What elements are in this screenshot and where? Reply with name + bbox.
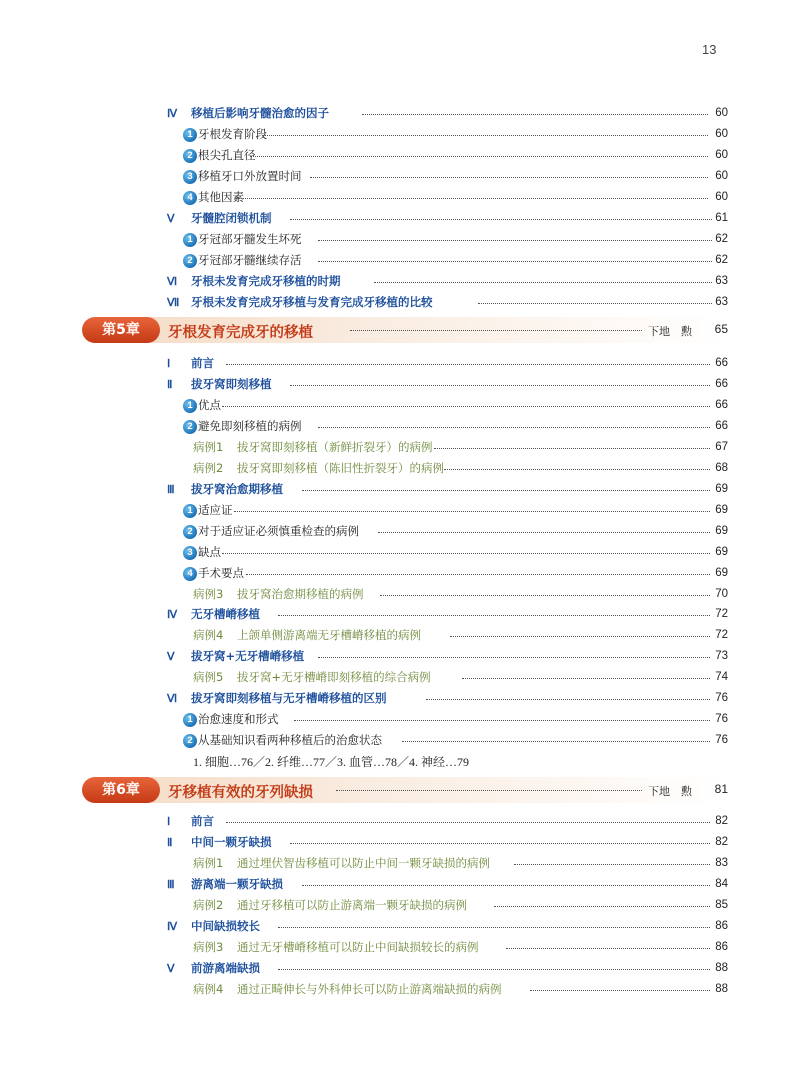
number-circle-icon: 3: [183, 170, 197, 184]
section-numeral: Ⅰ: [167, 357, 171, 370]
section-numeral: Ⅲ: [167, 483, 175, 496]
dot-leader: [278, 927, 710, 928]
section-numeral: Ⅳ: [167, 107, 178, 120]
page-ref: 72: [715, 629, 728, 641]
case-label: 病例2: [193, 461, 224, 475]
page-ref: 76: [715, 692, 728, 704]
toc-entry[interactable]: [0, 124, 790, 144]
subsection-title: [183, 418, 302, 434]
dot-leader: [378, 532, 710, 533]
page-ref: 60: [715, 149, 728, 161]
section-numeral: Ⅲ: [167, 878, 175, 891]
section-title: 牙髓腔闭锁机制: [191, 211, 272, 225]
number-circle-icon: 2: [183, 734, 197, 748]
page-ref: 63: [715, 296, 728, 308]
page-ref: 68: [715, 462, 728, 474]
case-text: 拔牙窝治愈期移植的病例: [237, 587, 364, 601]
toc-entry[interactable]: [0, 500, 790, 520]
number-circle-icon: 4: [183, 567, 197, 581]
subsection-title: [183, 126, 267, 142]
section-title: 无牙槽嵴移植: [191, 607, 260, 621]
subsection-text: 手术要点: [198, 566, 244, 580]
toc-entry[interactable]: [0, 895, 790, 915]
case-title: [193, 627, 421, 643]
dot-leader: [318, 261, 712, 262]
section-title: 牙根未发育完成牙移植的时期: [191, 274, 341, 288]
subsection-title: [183, 168, 302, 184]
dot-leader: [310, 177, 708, 178]
page-ref: 69: [715, 525, 728, 537]
dot-leader: [318, 427, 710, 428]
toc-entry[interactable]: [0, 250, 790, 270]
dot-leader: [234, 511, 710, 512]
case-text: 通过无牙槽嵴移植可以防止中间缺损较长的病例: [237, 940, 479, 954]
chapter-title: 牙根发育完成牙的移植: [168, 325, 313, 341]
page-ref: 88: [715, 983, 728, 995]
toc-entry[interactable]: [0, 979, 790, 999]
chapter-page-ref: 81: [714, 782, 728, 796]
number-circle-icon: 2: [183, 525, 197, 539]
case-text: 拔牙窝即刻移植（新鲜折裂牙）的病例: [237, 440, 433, 454]
section-title: 中间一颗牙缺损: [191, 835, 272, 849]
page-ref: 61: [715, 212, 728, 224]
case-label: 病例4: [193, 982, 224, 996]
dot-leader: [444, 469, 710, 470]
number-circle-icon: 4: [183, 191, 197, 205]
page-ref: 88: [715, 962, 728, 974]
dot-leader: [278, 615, 710, 616]
subsection-text: 牙冠部牙髓继续存活: [198, 253, 302, 267]
dot-leader: [250, 156, 708, 157]
dot-leader: [380, 595, 710, 596]
dot-leader: [374, 282, 712, 283]
subsection-title: [183, 147, 256, 163]
page-ref: 74: [715, 671, 728, 683]
section-numeral: Ⅱ: [167, 378, 173, 391]
number-circle-icon: 1: [183, 128, 197, 142]
toc-entry[interactable]: [0, 271, 790, 291]
dot-leader: [278, 969, 710, 970]
section-title: 移植后影响牙髓治愈的因子: [191, 106, 329, 120]
page-ref: 66: [715, 399, 728, 411]
page-ref: 69: [715, 546, 728, 558]
subsection-title: [183, 523, 359, 539]
toc-entry[interactable]: [0, 563, 790, 583]
section-numeral: Ⅶ: [167, 296, 180, 309]
subsection-title: [183, 231, 302, 247]
dot-leader: [530, 990, 710, 991]
subsection-text: 避免即刻移植的病例: [198, 419, 302, 433]
toc-entry[interactable]: [0, 208, 790, 228]
section-title: 牙根未发育完成牙移植与发育完成牙移植的比较: [191, 295, 433, 309]
case-title: [193, 669, 431, 685]
case-label: 病例2: [193, 898, 224, 912]
case-label: 病例3: [193, 940, 224, 954]
section-numeral: Ⅳ: [167, 920, 178, 933]
dot-leader: [294, 720, 710, 721]
toc-entry[interactable]: [0, 832, 790, 852]
page-number: 13: [702, 42, 717, 57]
page-ref: 85: [715, 899, 728, 911]
page-ref: 73: [715, 650, 728, 662]
page-ref: 82: [715, 815, 728, 827]
number-circle-icon: 2: [183, 420, 197, 434]
section-title: 拔牙窝治愈期移植: [191, 482, 283, 496]
page-ref: 69: [715, 504, 728, 516]
page-ref: 84: [715, 878, 728, 890]
case-label: 病例1: [193, 440, 224, 454]
page-ref: 60: [715, 107, 728, 119]
case-label: 病例5: [193, 670, 224, 684]
subsection-title: [183, 565, 244, 581]
page-ref: 60: [715, 128, 728, 140]
page-ref: 69: [715, 567, 728, 579]
subsection-text: 对于适应证必须慎重检查的病例: [198, 524, 359, 538]
dot-leader: [494, 906, 710, 907]
subsection-text: 根尖孔直径: [198, 148, 256, 162]
page-ref: 62: [715, 233, 728, 245]
section-numeral: Ⅱ: [167, 836, 173, 849]
page-ref: 66: [715, 378, 728, 390]
subsection-text: 治愈速度和形式: [198, 712, 279, 726]
section-title: 前游离端缺损: [191, 961, 260, 975]
page-ref: 66: [715, 357, 728, 369]
toc-entry[interactable]: [0, 584, 790, 604]
subsection-text: 牙冠部牙髓发生坏死: [198, 232, 302, 246]
section-title: 前言: [191, 814, 214, 828]
toc-entry[interactable]: [0, 937, 790, 957]
subsection-title: [183, 732, 382, 748]
toc-entry[interactable]: [0, 874, 790, 894]
dot-leader: [318, 657, 710, 658]
case-text: 拔牙窝+无牙槽嵴即刻移植的综合病例: [237, 670, 431, 684]
chapter-header[interactable]: [82, 317, 730, 343]
case-text: 通过埋伏智齿移植可以防止中间一颗牙缺损的病例: [237, 856, 490, 870]
toc-entry[interactable]: [0, 709, 790, 729]
toc-entry[interactable]: [0, 166, 790, 186]
dot-leader: [262, 135, 708, 136]
section-numeral: Ⅴ: [167, 650, 175, 663]
page-ref: 76: [715, 734, 728, 746]
dot-leader: [222, 406, 710, 407]
number-circle-icon: 1: [183, 399, 197, 413]
toc-entry[interactable]: [0, 625, 790, 645]
number-circle-icon: 1: [183, 504, 197, 518]
toc-entry[interactable]: [0, 604, 790, 624]
number-circle-icon: 2: [183, 254, 197, 268]
page-ref: 82: [715, 836, 728, 848]
toc-entry[interactable]: [0, 353, 790, 373]
toc-entry[interactable]: [0, 667, 790, 687]
toc-entry[interactable]: [0, 103, 790, 123]
section-numeral: Ⅰ: [167, 815, 171, 828]
case-text: 拔牙窝即刻移植（陈旧性折裂牙）的病例: [237, 461, 444, 475]
toc-entry[interactable]: [0, 916, 790, 936]
dot-leader: [222, 553, 710, 554]
section-numeral: Ⅴ: [167, 962, 175, 975]
case-text: 上颌单侧游离端无牙槽嵴移植的病例: [237, 628, 421, 642]
dot-leader: [226, 364, 710, 365]
subsection-text: 其他因素: [198, 190, 244, 204]
toc-entry[interactable]: [0, 145, 790, 165]
page-ref: 72: [715, 608, 728, 620]
dot-leader: [362, 114, 708, 115]
related-knowledge-refs[interactable]: 1. 细胞…76／2. 纤维…77／3. 血管…78／4. 神经…79: [193, 755, 470, 769]
section-title: 拔牙窝即刻移植与无牙槽嵴移植的区别: [191, 691, 387, 705]
subsection-title: [183, 189, 244, 205]
subsection-text: 优点: [198, 398, 221, 412]
dot-leader: [506, 948, 710, 949]
section-title: 中间缺损较长: [191, 919, 260, 933]
toc-entry[interactable]: [0, 688, 790, 708]
chapter-page-ref: 65: [714, 322, 728, 336]
toc-entry[interactable]: [0, 395, 790, 415]
toc-entry[interactable]: [0, 229, 790, 249]
case-title: [193, 439, 433, 455]
dot-leader: [318, 240, 712, 241]
page-ref: 69: [715, 483, 728, 495]
number-circle-icon: 1: [183, 713, 197, 727]
page-ref: 86: [715, 920, 728, 932]
case-text: 通过正畸伸长与外科伸长可以防止游离端缺损的病例: [237, 982, 502, 996]
section-title: 前言: [191, 356, 214, 370]
toc-entry[interactable]: [0, 437, 790, 457]
toc-entry[interactable]: [0, 458, 790, 478]
dot-leader: [336, 790, 642, 791]
case-title: [193, 939, 479, 955]
subsection-text: 牙根发育阶段: [198, 127, 267, 141]
number-circle-icon: 1: [183, 233, 197, 247]
page-ref: 60: [715, 191, 728, 203]
page-ref: 62: [715, 254, 728, 266]
dot-leader: [302, 885, 710, 886]
subsection-title: [183, 252, 302, 268]
dot-leader: [246, 574, 710, 575]
subsection-title: [183, 711, 279, 727]
dot-leader: [462, 678, 710, 679]
dot-leader: [478, 303, 712, 304]
section-numeral: Ⅵ: [167, 692, 178, 705]
chapter-author: 下地 勲: [648, 325, 692, 338]
page-ref: 63: [715, 275, 728, 287]
case-title: [193, 460, 444, 476]
page-ref: 60: [715, 170, 728, 182]
page-ref: 70: [715, 588, 728, 600]
dot-leader: [226, 822, 710, 823]
toc-entry[interactable]: [0, 853, 790, 873]
dot-leader: [290, 385, 710, 386]
dot-leader: [426, 699, 710, 700]
subsection-text: 缺点: [198, 545, 221, 559]
case-label: 病例1: [193, 856, 224, 870]
case-label: 病例4: [193, 628, 224, 642]
dot-leader: [514, 864, 710, 865]
subsection-title: [183, 544, 221, 560]
dot-leader: [290, 843, 710, 844]
case-title: [193, 855, 490, 871]
section-title: 拔牙窝即刻移植: [191, 377, 272, 391]
toc-entry[interactable]: [0, 646, 790, 666]
case-title: [193, 897, 467, 913]
section-numeral: Ⅵ: [167, 275, 178, 288]
section-numeral: Ⅴ: [167, 212, 175, 225]
toc-entry[interactable]: [0, 542, 790, 562]
section-title: 游离端一颗牙缺损: [191, 877, 283, 891]
dot-leader: [290, 219, 712, 220]
chapter-author: 下地 勲: [648, 785, 692, 798]
section-title: 拔牙窝+无牙槽嵴移植: [191, 649, 305, 663]
subsection-text: 适应证: [198, 503, 233, 517]
toc-entry[interactable]: [0, 187, 790, 207]
page-ref: 76: [715, 713, 728, 725]
chapter-title: 牙移植有效的牙列缺损: [168, 785, 313, 801]
dot-leader: [450, 636, 710, 637]
dot-leader: [302, 490, 710, 491]
case-title: [193, 981, 502, 997]
dot-leader: [434, 448, 710, 449]
toc-entry[interactable]: [0, 730, 790, 750]
case-text: 通过牙移植可以防止游离端一颗牙缺损的病例: [237, 898, 467, 912]
chapter-badge: 第5章: [82, 317, 160, 343]
page-ref: 83: [715, 857, 728, 869]
chapter-header[interactable]: [82, 777, 730, 803]
toc-entry[interactable]: [0, 521, 790, 541]
page-ref: 66: [715, 420, 728, 432]
dot-leader: [238, 198, 708, 199]
subsection-text: 移植牙口外放置时间: [198, 169, 302, 183]
section-numeral: Ⅳ: [167, 608, 178, 621]
subsection-text: 从基础知识看两种移植后的治愈状态: [198, 733, 382, 747]
subsection-title: [183, 397, 221, 413]
number-circle-icon: 3: [183, 546, 197, 560]
case-label: 病例3: [193, 587, 224, 601]
page-ref: 67: [715, 441, 728, 453]
number-circle-icon: 2: [183, 149, 197, 163]
toc-entry[interactable]: [0, 479, 790, 499]
toc-entry[interactable]: [0, 958, 790, 978]
page-ref: 86: [715, 941, 728, 953]
toc-entry[interactable]: [0, 292, 790, 312]
toc-entry[interactable]: [0, 811, 790, 831]
case-title: [193, 586, 364, 602]
toc-entry[interactable]: [0, 374, 790, 394]
subsection-title: [183, 502, 233, 518]
chapter-badge: 第6章: [82, 777, 160, 803]
toc-entry[interactable]: [0, 416, 790, 436]
dot-leader: [402, 741, 710, 742]
dot-leader: [350, 330, 642, 331]
